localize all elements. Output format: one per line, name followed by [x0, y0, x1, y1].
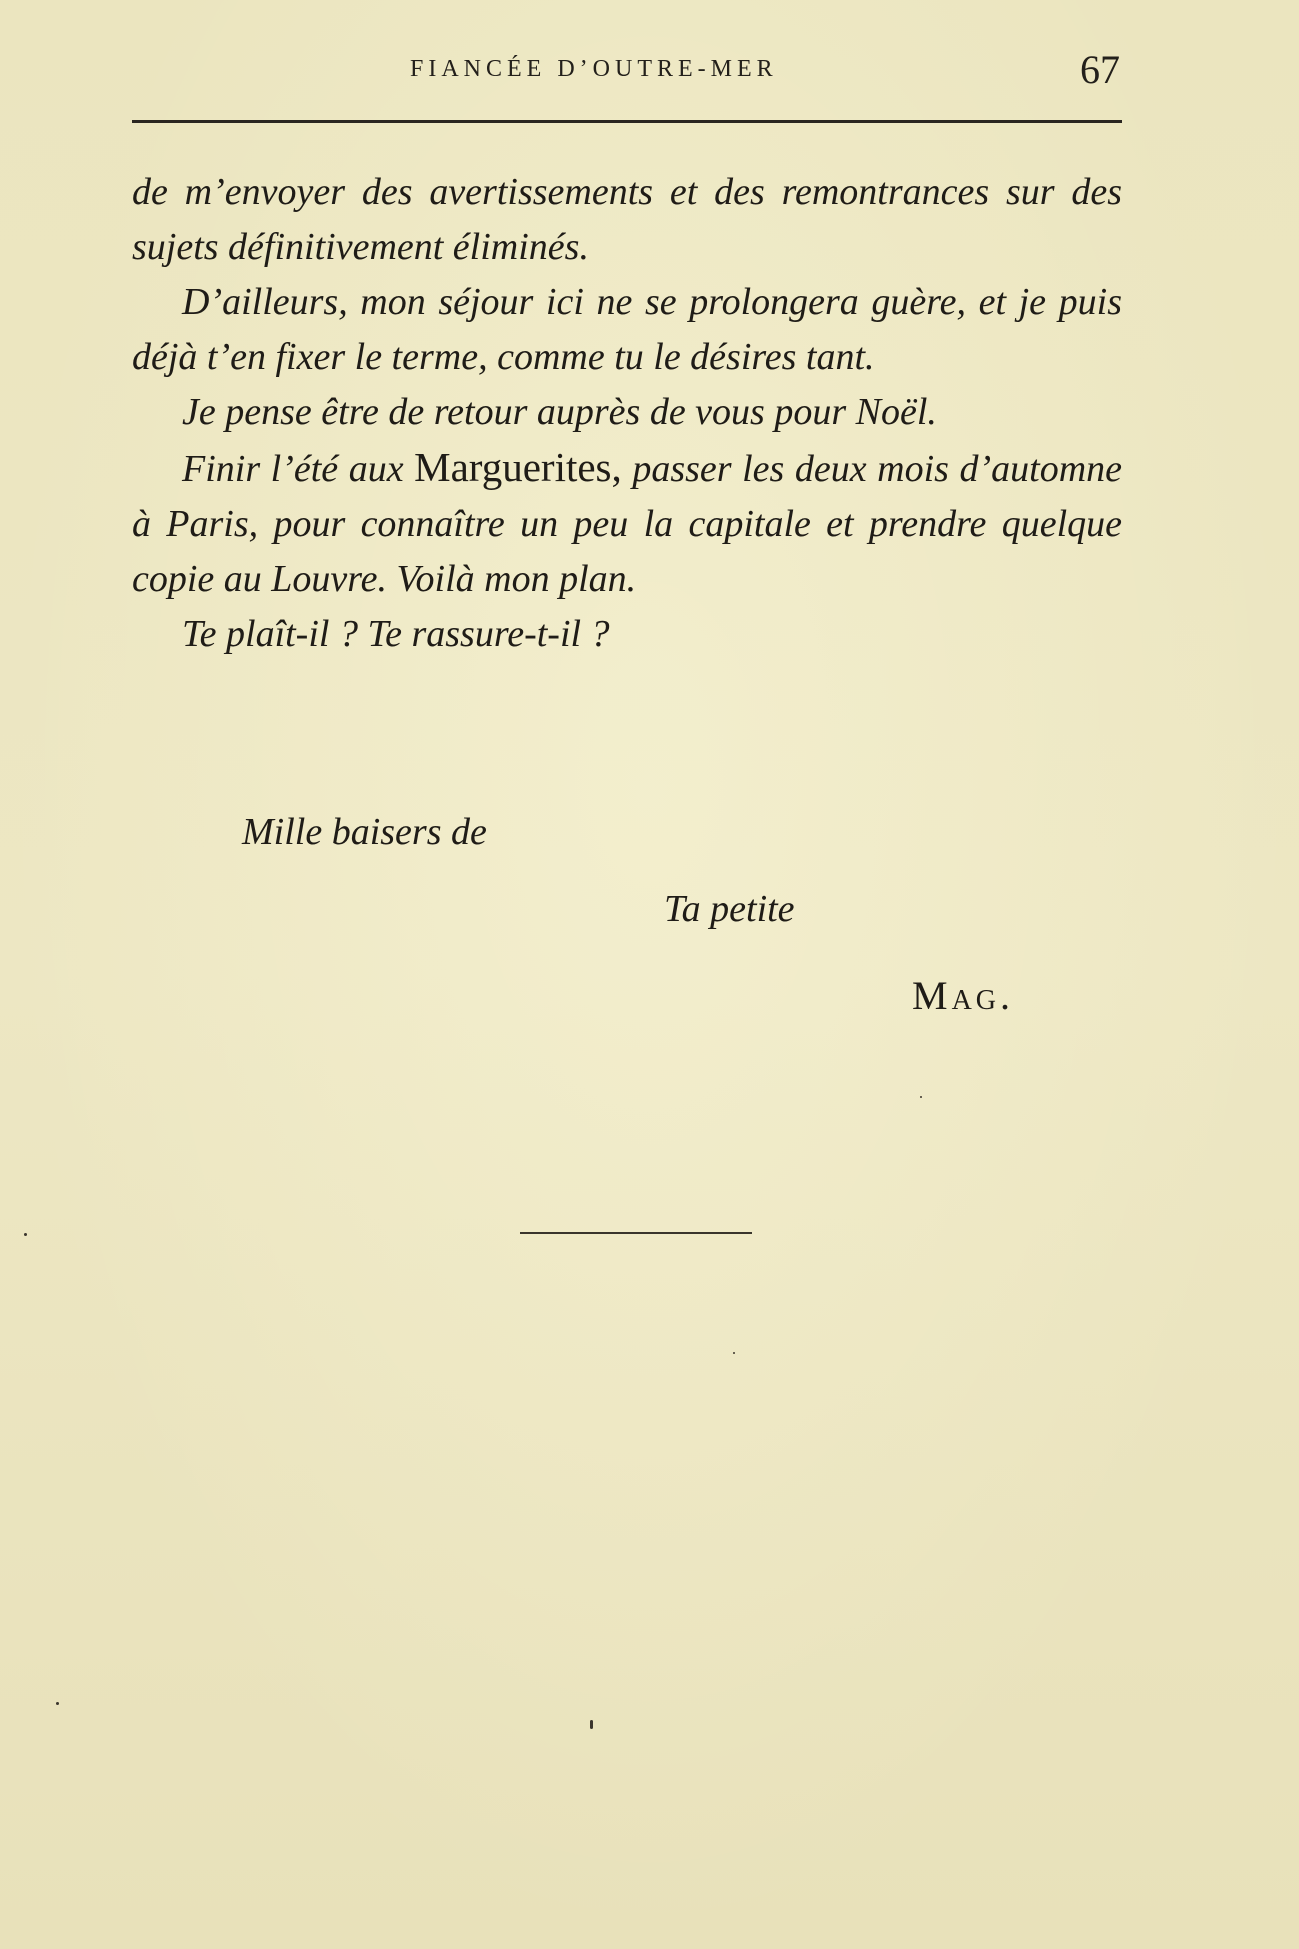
running-title: FIANCÉE D’OUTRE-MER	[410, 56, 778, 82]
paragraph-3: Je pense être de retour auprès de vous pour Noël.	[182, 391, 937, 433]
paragraph-4	[132, 440, 1122, 607]
letter-body	[132, 165, 1122, 662]
end-rule	[520, 1232, 752, 1234]
page-number: 67	[1080, 47, 1120, 92]
header-rule	[132, 120, 1122, 123]
paragraph-2: D’ailleurs, mon séjour ici ne se prolongera guère, et je puis déjà t’en fixer le terme, comme tu le désires tant.	[132, 281, 1122, 378]
paragraph-5: Te plaît-il ? Te rassure-t-il ?	[182, 613, 610, 655]
closing-salutation: Mille baisers de	[242, 811, 487, 853]
paragraph-4-part-a: Finir l’été aux	[182, 448, 415, 490]
paper-speck	[733, 1352, 735, 1354]
paper-speck	[590, 1720, 593, 1729]
paper-speck	[56, 1702, 59, 1705]
paper-speck	[24, 1233, 27, 1236]
place-name-marguerites: Marguerites,	[414, 444, 622, 490]
signature: Mag.	[912, 973, 1015, 1018]
paper-speck	[920, 1096, 922, 1098]
closing-signoff: Ta petite	[664, 888, 795, 930]
paragraph-1: de m’envoyer des avertissements et des remontrances sur des sujets définitivement éliminés.	[132, 171, 1122, 268]
paragraph-4-part-c: passer les deux mois d’automne à Paris, pour connaître un peu la capitale et prendre quelque copie au Louvre. Voilà mon plan.	[132, 448, 1123, 600]
